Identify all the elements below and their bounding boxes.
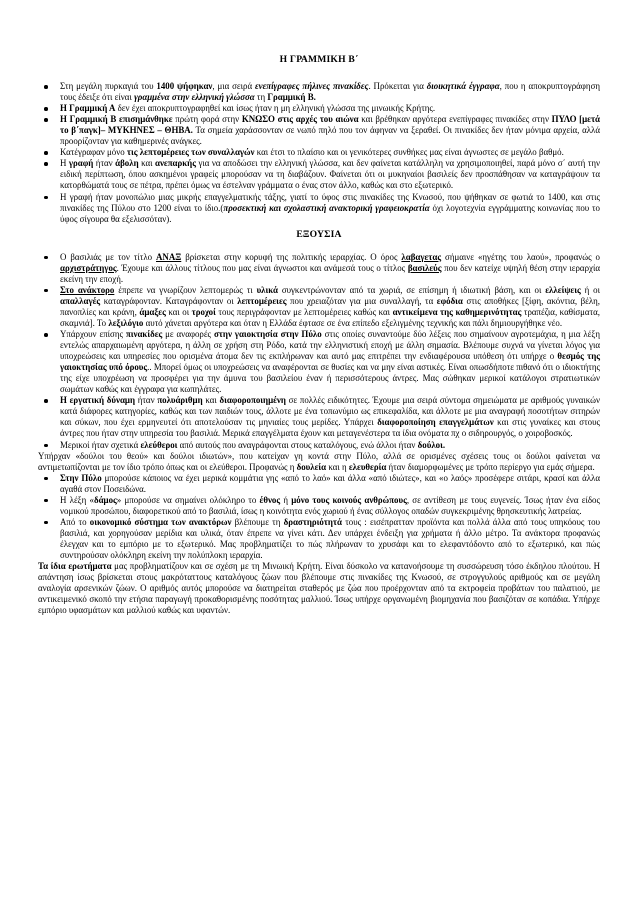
list-item: [38, 517, 600, 561]
text-run: και έτσι το πλαίσιο και οι γενικότερες συνθήκες μας είναι άγνωστες σε μεγάλο βαθμό.: [254, 147, 564, 158]
list-item: [38, 147, 600, 158]
section-heading: ΕΞΟΥΣΙΑ: [296, 228, 342, 240]
paragraph: [38, 451, 600, 473]
text-run: δεν έχει αποκρυπτογραφηθεί και ίσως ήταν η μη ελληνική γλώσσα της μινωικής Κρήτης.: [115, 103, 436, 114]
paragraph: [38, 561, 600, 616]
section1-list: [38, 81, 600, 225]
text-run: ΠΥΛΟ [μετά το β΄παγκ]– ΜΥΚΗΝΕΣ – ΘΗΒΑ.: [60, 114, 600, 136]
text-run: έθνος: [259, 494, 281, 505]
text-run: . Πρόκειται για: [368, 81, 427, 92]
text-run: ΑΝΑΞ: [156, 251, 182, 262]
text-run: Στο ανάκτορο: [60, 284, 115, 295]
page-title: Η ΓΡΑΜΜΙΚΗ Β΄: [279, 54, 359, 65]
text-run: Στη μεγάλη πυρκαγιά του: [60, 81, 157, 92]
text-run: τους περιγράφονταν με λεπτομέρειες καθώς και: [215, 306, 393, 317]
text-run: ανεπαρκής: [154, 158, 196, 169]
text-run: και βρέθηκαν αργότερα ενεπίγραφες πινακίδες στην: [358, 114, 552, 125]
text-run: γραμμένα στην ελληνική γλώσσα: [134, 92, 255, 103]
text-run: λεπτομέρειες: [237, 295, 287, 306]
text-run: εφόδια: [436, 295, 463, 306]
text-run: και στις γυναίκες και στους άντρες που ήταν στην υπηρεσία του βασιλιά. Μερικά επαγγέλματα έχουν και μεταγενέστερα τα ίδια ονόματα πχ ο σιδηρουργός, ο χοιροβοσκός.: [60, 417, 600, 439]
text-run: Η Γραμμική Β επισημάνθηκε: [60, 114, 173, 125]
text-run: Η: [60, 158, 69, 169]
text-run: διοικητικά έγγραφα: [426, 81, 500, 92]
text-run: δάμος: [93, 494, 117, 505]
text-run: ήταν: [135, 395, 158, 406]
text-run: και η: [326, 461, 349, 472]
text-run: , που η αποκρυπτογράφηση τους έδειξε ότι είναι: [60, 81, 600, 103]
text-run: δούλοι.: [417, 439, 446, 450]
text-run: ήταν διαμορφωμένες με τρόπο περίεργο για εμάς σήμερα.: [386, 461, 595, 472]
text-run: βρίσκεται στην κορυφή της πολιτικής ιεραρχίας. Ο όρος: [181, 251, 402, 262]
text-run: Τα ίδια ερωτήματα: [38, 561, 112, 572]
text-run: στις αποθήκες [ξίφη, ακόντια, βέλη, πανοπλίες και κράνη,: [60, 295, 600, 317]
text-run: τις λεπτομέρειες των συναλλαγών: [126, 147, 255, 158]
text-run: αυτό χάνεται αργότερα και όταν η Ελλάδα έφτασε σε ένα επίπεδο εξελιγμένης τεχνικής και πάλι δημιουργήθηκε νέο.: [143, 317, 563, 328]
list-item: [38, 495, 600, 517]
text-run: τους : εισέπρατταν προϊόντα και πολλά άλλα από τους υπηκόους του βασιλιά, και χορηγούσαν μερίδια και υλικά, όταν έπρεπε να γίνει κάτι. Δεν υπάρχει ένδειξη για χρήματα ή άλλο μέτρο. Τα ανάκτορα προφανώς έλεγχαν και το εμπόριο με το εξωτερικό. Μας προβληματίζει το πώς πλήρωναν το χρυσάφι και το ελεφαντόδοντο από το εξωτερικό, και πώς συντηρούσαν ολόκληρη εκείνη την πολύπλοκη ιεραρχία.: [60, 516, 600, 560]
text-run: που χρειαζόταν για μια συναλλαγή, τα: [286, 295, 437, 306]
list-item: [38, 285, 600, 329]
list-item: [38, 114, 600, 147]
text-run: οικονομικό σύστημα των ανακτόρων: [89, 516, 232, 527]
text-run: ή οι: [580, 284, 601, 295]
text-run: και: [202, 395, 220, 406]
text-run: με αναφορές: [162, 329, 214, 340]
text-run: Υπήρχαν «δούλοι του θεού» και δούλοι ιδιωτών», που κατείχαν γη κοντά στην Πύλο, αλλά σε ορισμένες σχέσεις τους οι δούλοι φαίνεται να αντιμετωπίζονται με τον ίδιο τρόπο όπως και οι ελεύθεροι. Προφανώς η: [38, 450, 600, 472]
text-run: μόνο τους κοινούς ανθρώπους: [291, 494, 407, 505]
text-run: όχι λογοτεχνία εγγράμματης κοινωνίας που το ύφος σίγουρα θα εξελισσόταν).: [60, 202, 600, 224]
text-run: Η λέξη «: [60, 494, 94, 505]
text-run: δραστηριότητά: [283, 516, 342, 527]
list-item: [38, 158, 600, 191]
text-run: καταγράφονταν. Καταγράφονταν οι: [100, 295, 238, 306]
text-run: στις οποίες συναντούμε δύο λέξεις που σημαίνουν αγροτεμάχια, η μια λέξη εντελώς απαρχαιωμένη αργότερα, η άλλη σε χρήση στη Ρόδο, κατά την ελληνιστική εποχή με άλλη σημασία. Βλέπουμε συχνά να γίνεται λόγος για υποχρεώσεις και υπηρεσίες που ορισμένα άτομα δεν τις εκπλήρωναν και αυτό μας επιτρέπει την ενδιαφέρουσα υπόθεση ότι υπήρχε ο: [60, 329, 600, 362]
text-run: υλικά: [256, 284, 278, 295]
text-run: αρχιστράτηγος: [60, 262, 117, 273]
text-run: λαβαγετας: [401, 251, 442, 262]
text-run: » μπορούσε να σημαίνει ολόκληρο το: [116, 494, 260, 505]
text-run: πολυάριθμη: [157, 395, 203, 406]
text-run: Η Γραμμική Α: [60, 103, 116, 114]
text-run: και: [138, 158, 155, 169]
text-run: Η εργατική δύναμη: [60, 395, 135, 406]
list-item: [38, 192, 600, 225]
list-item: [38, 473, 600, 495]
text-run: για να αποδώσει την ελληνική γλώσσα, και δεν φαίνεται κατάλληλη να χρησιμοποιηθεί, παρά μόνο σ΄ αυτή την ειδική περίπτωση, όπου ασκημένοι γραφείς μπορούσαν να τη διαβάζουν. Φαίνεται ότι οι μυκηναίοι βασιλείς δεν προσπάθησαν να καταγράψουν τα κατορθώματά τους σε πέτρα, πρέπει όμως να έστελναν γράμματα ο ένας στον άλλο, καθώς και στο εξωτερικό.: [60, 158, 600, 191]
text-run: που δεν κατείχε υψηλή θέση στην ιεραρχία εκείνη την εποχή.: [60, 262, 600, 284]
text-run: . Έχουμε και άλλους τίτλους που μας είναι άγνωστοι και ανάμεσά τους ο τίτλος: [116, 262, 408, 273]
section2-list-b: [38, 473, 600, 561]
text-run: τη: [254, 92, 268, 103]
text-run: Από το: [60, 516, 90, 527]
text-run: ελεύθεροι: [140, 439, 178, 450]
text-run: έπρεπε να γνωρίζουν λεπτομερώς τι: [114, 284, 257, 295]
text-run: μας προβληματίζουν και σε σχέση με τη Μινωική Κρήτη. Είναι δύσκολο να κατανοήσουμε τη συσσώρευση τόσο έκδηλου πλούτου. Η απάντηση ίσως βρίσκεται στους μακρόταττους καταλόγους ζώων που βλέπουμε στις πινακίδες της Κνωσού, σε στρογγυλούς αριθμούς και σε μεγάλη αναλογία αρσενικών ζώων. Ο αριθμός αυτός μπορούσε να διατηρείται σταθερός με ζώα που προέρχονταν από τα εκτροφεία προβάτων του παλατιού, με αντικειμενικό σκοπό την ετήσια παραγωγή προκαθορισμένης ποσότητας μαλλιού. Ίσως υπήρχε οργανωμένη βιομηχανία που βασιζόταν σε κοπάδια. Υπήρχε εμπόριο υφασμάτων και μαλλιού καθώς και υφαντών.: [38, 561, 600, 616]
list-item: [38, 395, 600, 439]
text-run: Η γραφή ήταν μονοπώλιο μιας μικρής επαγγελματικής τάξης, γιατί το ύφος στις πινακίδες της Κνωσού, που ψήθηκαν σε φωτιά το 1400, και στις πινακίδες της Πύλου στο 1200 είναι το ίδιο.(: [60, 191, 600, 213]
text-run: διαφοροποίηση επαγγελμάτων: [377, 417, 494, 428]
section2-list-a: [38, 252, 600, 451]
text-run: δουλεία: [296, 461, 327, 472]
text-run: ήταν: [93, 158, 116, 169]
text-run: σήμαινε «ηγέτης του λαού», προφανώς ο: [441, 251, 600, 262]
text-run: προσεκτική και σχολαστική ανακτορική γραφειοκρατία: [223, 202, 430, 213]
text-run: θεσμός της γαιοκτησίας υπό όρους: [60, 351, 600, 373]
text-run: γραφή: [68, 158, 94, 169]
text-run: , σε αντίθεση με τους ευγενείς. Ίσως ήταν ένα είδος νομικού προσώπου, διαφορετικού από το βασιλιά, ίσως η κοινότητα ενός χωριού ή ένας σύλλογος οπαδών συγκεκριμένης θρησκευτικής λατρείας.: [60, 494, 600, 516]
text-run: τροχοί: [191, 306, 216, 317]
text-run: .. Μπορεί όμως οι υποχρεώσεις να αναφέρονται σε θυσίες και να μην είναι αστικές. Είναι οπωσδήποτε πιθανό ότι ο ιδιοκτήτης της είχε υποχρέωση να προσφέρει για την άμυνα του βασιλείου έναν ή περισσότερους άντρες. Μας σώθηκαν μερικοί κατάλογοι στρατιωτικών σωμάτων καθώς και έγγραφα για κωπηλάτες.: [60, 362, 601, 395]
text-run: αντικείμενα της καθημερινότητας: [392, 306, 522, 317]
list-item: [38, 81, 600, 103]
text-run: ελευθερία: [348, 461, 387, 472]
text-run: Ο βασιλιάς με τον τίτλο: [60, 251, 157, 262]
text-run: μπορούσε κάποιος να έχει μερικά κομμάτια γης «από το λαό» και άλλα «από ιδιώτες», και «ο λαός» προσέφερε σιτάρι, κρασί και άλλα αγαθά στον Ποσειδώνα.: [60, 472, 601, 494]
text-run: ελλείψεις: [545, 284, 581, 295]
text-run: από αυτούς που αναγράφονται στους καταλόγους, ενώ άλλοι ήταν: [177, 439, 418, 450]
text-run: συγκεντρώνονταν από τα χωριά, σε επίσημη ή ιδιωτική βάση, και οι: [277, 284, 546, 295]
list-item: [38, 103, 600, 114]
text-run: Κατέγραφαν μόνο: [60, 147, 127, 158]
text-run: διαφοροποιημένη: [219, 395, 286, 406]
text-run: , μια σειρά: [212, 81, 256, 92]
text-run: τραπέζια, καθίσματα, σκαμνιά]. Το: [60, 306, 600, 328]
text-run: λεξιλόγιο: [108, 317, 144, 328]
text-run: σε πολλές ειδικότητες. Έχουμε μια σειρά σύντομα σημειώματα με αριθμούς γυναικών κατά διάφορες κατηγορίες, καθώς και των παιδιών τους, άλλοτε με ένα τοπωνύμιο ως επικεφαλίδα, και άλλοτε με μια αναγραφή ποσοτήτων σιτηρών και σύκων, που έχει ερμηνευτεί ότι αποτελούσαν τις μηνιαίες τους μερίδες. Υπάρχει: [60, 395, 600, 428]
text-run: πινακίδες: [125, 329, 163, 340]
text-run: στην γαιοκτησία στην Πύλο: [213, 329, 322, 340]
text-run: ή: [280, 494, 292, 505]
text-run: Υπάρχουν επίσης: [60, 329, 126, 340]
list-item: [38, 329, 600, 395]
list-item: [38, 252, 600, 285]
text-run: Τα σημεία χαράσσονταν σε νωπό πηλό που τον άφηναν να ξεραθεί. Οι πινακίδες δεν ήταν μόνιμα αρχεία, αλλά προορίζονταν για καθημερινές ανάγκες.: [60, 125, 600, 147]
text-run: ΚΝΩΣΟ στις αρχές του αιώνα: [241, 114, 359, 125]
text-run: άμαξες: [139, 306, 166, 317]
list-item: [38, 440, 600, 451]
text-run: και οι: [165, 306, 192, 317]
text-run: άβολη: [115, 158, 139, 169]
text-run: πρώτη φορά στην: [172, 114, 242, 125]
text-run: βλέπουμε τη: [231, 516, 284, 527]
text-run: ενεπίγραφες πήλινες πινακίδες: [255, 81, 369, 92]
text-run: 1400 ψήφηκαν: [156, 81, 213, 92]
text-run: απαλλαγές: [60, 295, 101, 306]
text-run: Στην Πύλο: [60, 472, 102, 483]
text-run: Γραμμική Β.: [267, 92, 316, 103]
text-run: Μερικοί ήταν σχετικά: [60, 439, 141, 450]
text-run: βασιλεύς: [407, 262, 442, 273]
